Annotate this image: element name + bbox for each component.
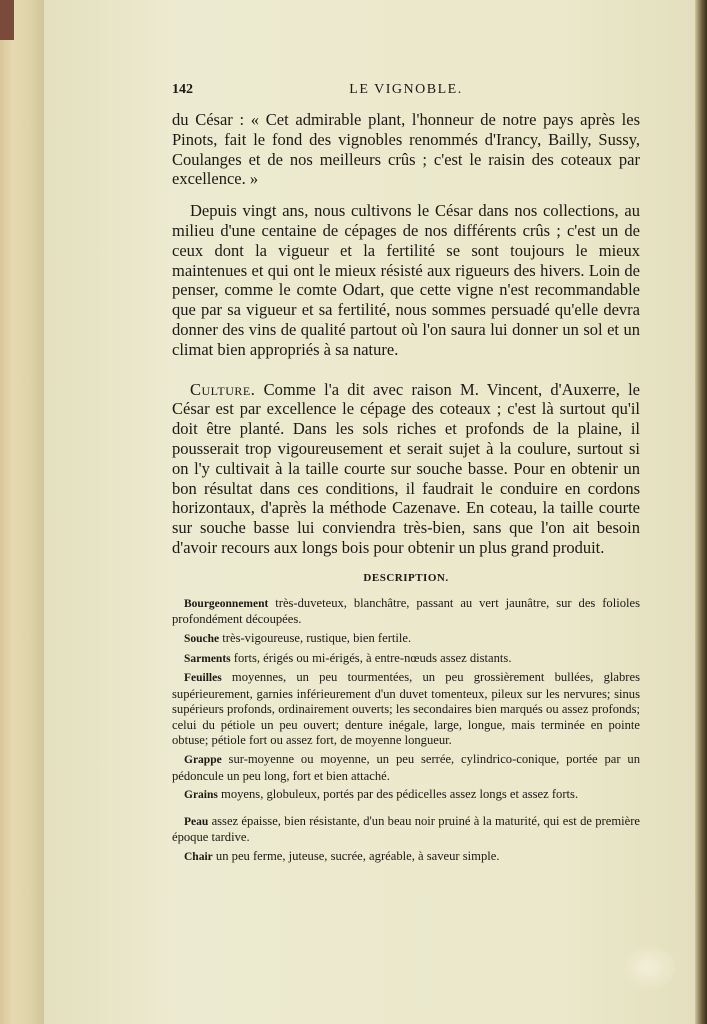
culture-lead: Culture. (190, 379, 256, 399)
text-column (172, 82, 640, 869)
running-title: LE VIGNOBLE. (349, 82, 463, 97)
description-item (172, 752, 640, 784)
item-term: Peau (184, 815, 209, 828)
description-item (172, 631, 640, 648)
paper-stain (620, 945, 675, 990)
description-item (172, 670, 640, 749)
paragraph: du César : « Cet admirable plant, l'honneur de notre pays après les Pinots, fait le fond des vignobles renommés d'Irancy, Bailly, Sussy, Coulanges et de nos meilleurs crûs ; c'est le raisin des coteaux par excellence. » (172, 110, 640, 189)
culture-text: Comme l'a dit avec raison M. Vincent, d'Auxerre, le César est par excellence le cépage des coteaux ; c'est là surtout qu'il doit être planté. Dans les sols riches et profonds de la plaine, il pousserait trop vigoureusement et serait sujet à la coulure, surtout si on l'y cultivait à la taille courte sur souche basse. Pour en obtenir un bon résultat dans ces conditions, il faudrait le conduire en cordons horizontaux, d'après la méthode Cazenave. En coteau, la taille courte sur souche basse lui conviendra très-bien, sans que l'on ait besoin d'avoir recours aux longs bois pour obtenir un plus grand produit. (172, 379, 640, 557)
running-header (172, 82, 640, 106)
description-item (172, 814, 640, 846)
description-item (172, 787, 640, 804)
item-term: Grains (184, 789, 218, 802)
item-term: Sarments (184, 652, 231, 665)
item-text: un peu ferme, juteuse, sucrée, agréable, à saveur simple. (212, 849, 500, 864)
item-text: sur-moyenne ou moyenne, un peu serrée, cylindrico-conique, portée par un pédoncule un peu long, fort et bien attaché. (172, 752, 640, 783)
description-list (172, 596, 640, 866)
item-text: moyens, globuleux, portés par des pédicelles assez longs et assez forts. (217, 787, 579, 802)
main-text (172, 110, 640, 558)
description-item (172, 651, 640, 668)
page-number: 142 (172, 82, 193, 97)
cover-corner (0, 0, 14, 40)
page-stack-edge (0, 0, 44, 1024)
item-term: Chair (184, 851, 213, 864)
item-text: moyennes, un peu tourmentées, un peu grossièrement bullées, glabres supérieurement, garnies inférieurement d'un duvet tomenteux, pileux sur les nervures; sinus supérieurs profonds, ordinairement ouverts; les secondaires bien marqués ou assez profonds; celui du pétiole un peu ouvert; denture inégale, large, longue, mais terminée en pointe obtuse; pétiole fort ou assez fort, de moyenne longueur. (172, 670, 640, 748)
item-term: Souche (184, 632, 220, 645)
description-heading: DESCRIPTION. (363, 571, 449, 584)
culture-paragraph (172, 380, 640, 558)
item-term: Grappe (184, 754, 222, 767)
item-text: très-vigoureuse, rustique, bien fertile. (219, 630, 412, 645)
item-text: très-duveteux, blanchâtre, passant au vert jaunâtre, sur des folioles profondément découpées. (172, 595, 640, 627)
paragraph: Depuis vingt ans, nous cultivons le César dans nos collections, au milieu d'une centaine de cépages de nos différents crûs ; c'est un de ceux dont la vigueur et la fertilité se sont toujours le mieux maintenues et qui ont le mieux résisté aux rigueurs des hivers. Loin de penser, comme le comte Odart, que cette vigne n'est recommandable que par sa vigueur et sa fertilité, nous sommes persuadé qu'elle devra donner des vins de qualité partout où l'on saura lui donner un sol et un climat bien appropriés à sa nature. (172, 201, 640, 359)
item-text: forts, érigés ou mi-érigés, à entre-nœuds assez distants. (230, 650, 512, 665)
item-text: assez épaisse, bien résistante, d'un beau noir pruiné à la maturité, qui est de première époque tardive. (172, 813, 640, 845)
book-spine-shadow (695, 0, 707, 1024)
item-term: Feuilles (184, 672, 222, 685)
description-item (172, 596, 640, 628)
description-item (172, 849, 640, 866)
item-term: Bourgeonnement (184, 597, 269, 610)
